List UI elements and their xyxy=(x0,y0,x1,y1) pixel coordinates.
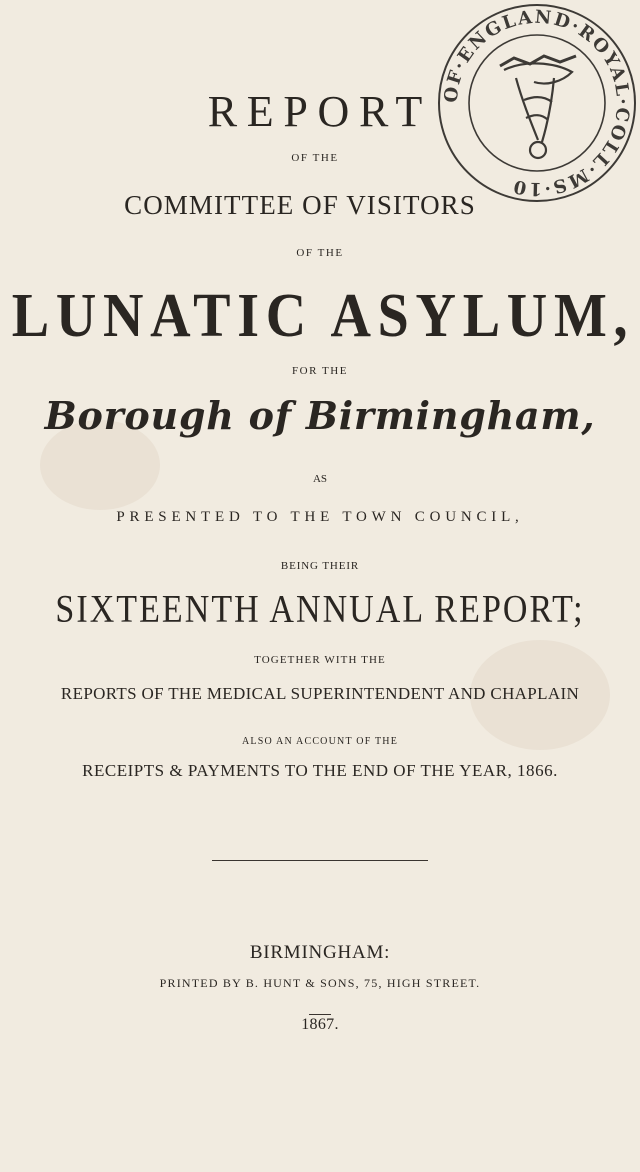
receipts-line: RECEIPTS & PAYMENTS TO THE END OF THE YEAR, 1866. xyxy=(82,761,558,780)
being-their-label: BEING THEIR xyxy=(280,560,360,572)
borough-heading: Borough of Birmingham, xyxy=(44,393,596,438)
together-label: TOGETHER WITH THE xyxy=(254,654,386,666)
presented-line: PRESENTED TO THE TOWN COUNCIL, xyxy=(116,509,524,525)
as-label: AS xyxy=(312,473,328,485)
short-rule xyxy=(309,1014,331,1015)
asylum-heading: LUNATIC ASYLUM, xyxy=(11,281,635,351)
imprint-place: BIRMINGHAM: xyxy=(249,942,391,963)
committee-heading: COMMITTEE OF VISITORS xyxy=(124,190,476,220)
imprint-year: 1867. xyxy=(301,1016,339,1033)
library-seal-icon xyxy=(434,0,640,206)
for-the-label: FOR THE xyxy=(291,365,349,377)
seal-text: OF·ENGLAND·ROYAL·COLL·MS·10 xyxy=(440,6,634,200)
annual-report-heading: SIXTEENTH ANNUAL REPORT; xyxy=(55,588,585,631)
reports-line: REPORTS OF THE MEDICAL SUPERINTENDENT AND CHAPLAIN xyxy=(60,684,580,703)
of-the-label: OF THE xyxy=(291,152,339,164)
also-account-label: ALSO AN ACCOUNT OF THE xyxy=(241,736,399,747)
imprint-printer: PRINTED BY B. HUNT & SONS, 75, HIGH STREET. xyxy=(159,976,481,990)
of-the-label: OF THE xyxy=(296,247,344,259)
report-title: REPORT xyxy=(207,87,432,136)
divider-rule xyxy=(212,860,428,861)
